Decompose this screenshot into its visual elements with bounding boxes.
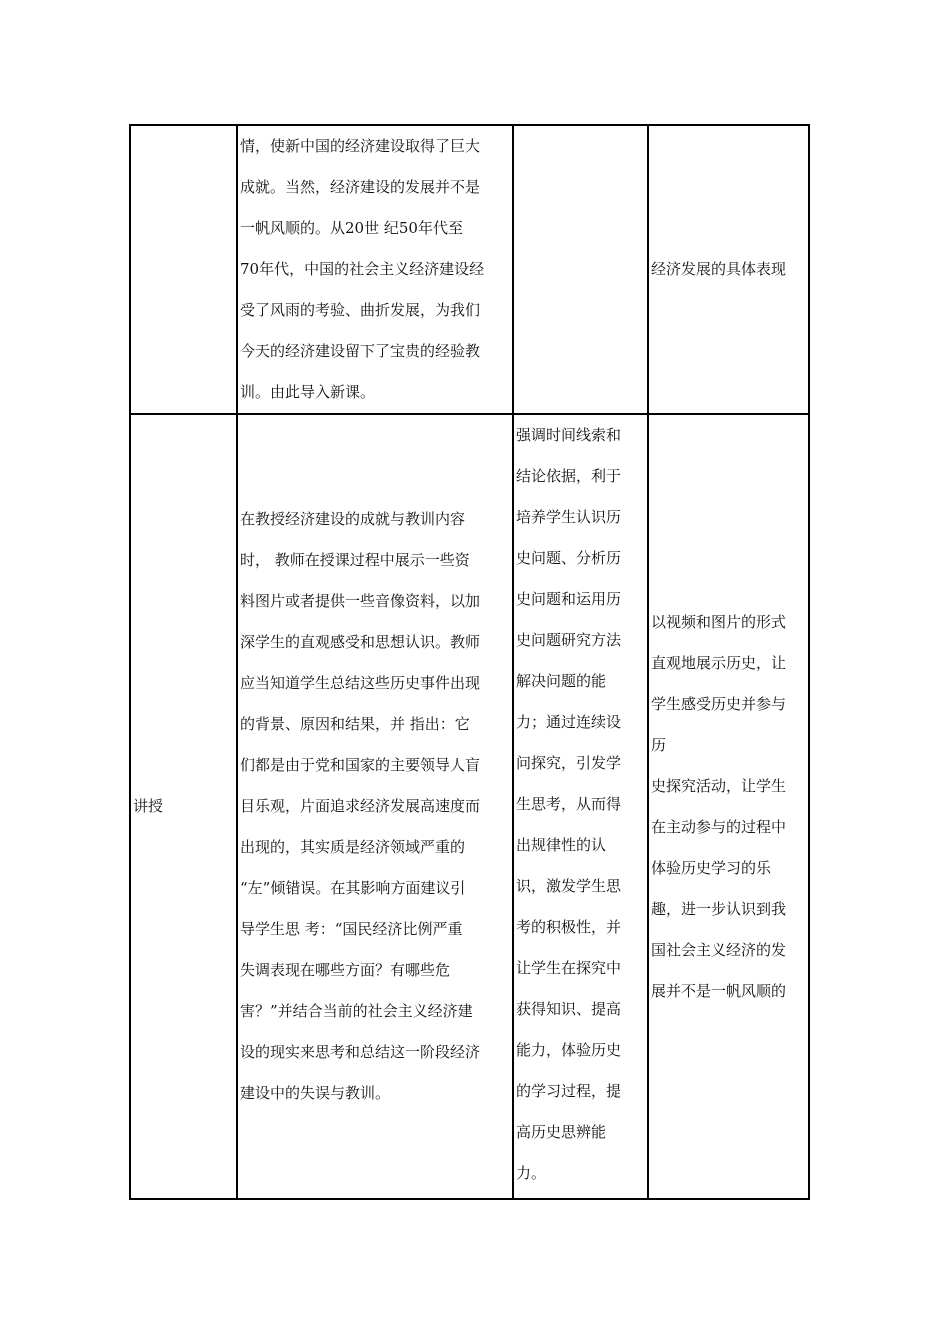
- cell-text-line: 学生感受历史并参与: [651, 694, 787, 713]
- note-cell: [648, 125, 809, 414]
- cell-text-line: 受了风雨的考验、曲折发展，为我们: [240, 301, 481, 319]
- cell-text-line: 培养学生认识历: [516, 508, 622, 526]
- cell-text-line: 目乐观，片面追求经济发展高速度而: [240, 797, 481, 815]
- cell-text-line: 以视频和图片的形式: [651, 612, 787, 631]
- cell-text-line: 情，使新中国的经济建设取得了巨大: [240, 137, 481, 155]
- cell-text-line: 导学生思 考：“国民经济比例严重: [240, 920, 463, 938]
- note-cell: [648, 414, 809, 1199]
- intent-cell: [513, 414, 648, 1199]
- cell-text-line: 历: [651, 735, 667, 754]
- cell-text-line: 70年代，中国的社会主义经济建设经: [240, 260, 485, 278]
- cell-text-line: 时， 教师在授课过程中展示一些资: [240, 551, 470, 569]
- cell-text-line: 强调时间线索和: [516, 426, 622, 444]
- cell-text-line: 的背景、原因和结果，并 指出：它: [240, 715, 470, 733]
- cell-text-line: 展并不是一帆风顺的: [651, 981, 787, 1000]
- cell-text-line: 识，激发学生思: [516, 877, 622, 895]
- cell-text-line: 获得知识、提高: [516, 1000, 622, 1018]
- cell-text-line: 结论依据，利于: [516, 467, 622, 485]
- table-row: [130, 414, 809, 1199]
- cell-text-line: 应当知道学生总结这些历史事件出现: [240, 674, 481, 692]
- cell-text-line: 建设中的失误与教训。: [240, 1084, 391, 1102]
- cell-text-line: 高历史思辨能: [516, 1123, 607, 1141]
- cell-text-line: 们都是由于党和国家的主要领导人盲: [240, 756, 481, 774]
- intent-cell: [513, 125, 648, 414]
- stage-cell: [130, 414, 237, 1199]
- table-row: [130, 125, 809, 414]
- cell-text-line: 解决问题的能: [516, 672, 607, 690]
- cell-text-line: 体验历史学习的乐: [651, 858, 772, 877]
- cell-text-line: 史问题和运用历: [516, 590, 622, 608]
- activity-cell: [237, 414, 513, 1199]
- cell-text-line: 出规律性的认: [516, 836, 607, 854]
- cell-text-line: 国社会主义经济的发: [651, 940, 787, 959]
- stage-cell: [130, 125, 237, 414]
- cell-text-line: 今天的经济建设留下了宝贵的经验教: [240, 342, 481, 360]
- stage-label: 讲授: [133, 797, 164, 815]
- cell-text-line: 史问题、分析历: [516, 549, 622, 567]
- cell-text-line: 在教授经济建设的成就与教训内容: [240, 510, 466, 528]
- cell-text-line: 让学生在探究中: [516, 959, 622, 977]
- cell-text-line: 训。由此导入新课。: [240, 383, 376, 401]
- cell-text-line: 料图片或者提供一些音像资料，以加: [240, 592, 481, 610]
- cell-text-line: 成就。当然，经济建设的发展并不是: [240, 178, 481, 196]
- cell-text-line: 史问题研究方法: [516, 631, 622, 649]
- cell-text-line: 设的现实来思考和总结这一阶段经济: [240, 1043, 481, 1061]
- cell-text-line: 的学习过程，提: [516, 1082, 622, 1100]
- cell-text-line: 害？”并结合当前的社会主义经济建: [240, 1002, 473, 1020]
- cell-text-line: “左”倾错误。在其影响方面建议引: [240, 879, 466, 897]
- cell-text-line: 直观地展示历史，让: [651, 653, 787, 672]
- cell-text-line: 能力，体验历史: [516, 1041, 622, 1059]
- lesson-plan-table: [129, 124, 810, 1200]
- cell-text-line: 在主动参与的过程中: [651, 817, 787, 836]
- cell-text-line: 考的积极性，并: [516, 918, 622, 936]
- cell-text-line: 深学生的直观感受和思想认识。教师: [240, 633, 481, 651]
- cell-text-line: 失调表现在哪些方面？有哪些危: [240, 961, 451, 979]
- cell-text-line: 生思考，从而得: [516, 795, 622, 813]
- cell-text-line: 趣，进一步认识到我: [651, 899, 787, 918]
- cell-text-line: 一帆风顺的。从20世 纪50年代至: [240, 219, 463, 237]
- cell-text-line: 问探究，引发学: [516, 754, 622, 772]
- cell-text-line: 力；通过连续设: [516, 713, 622, 731]
- cell-text-line: 出现的，其实质是经济领域严重的: [240, 838, 466, 856]
- cell-text-line: 经济发展的具体表现: [651, 260, 787, 278]
- activity-cell: [237, 125, 513, 414]
- cell-text-line: 史探究活动，让学生: [651, 776, 787, 795]
- cell-text-line: 力。: [516, 1164, 547, 1182]
